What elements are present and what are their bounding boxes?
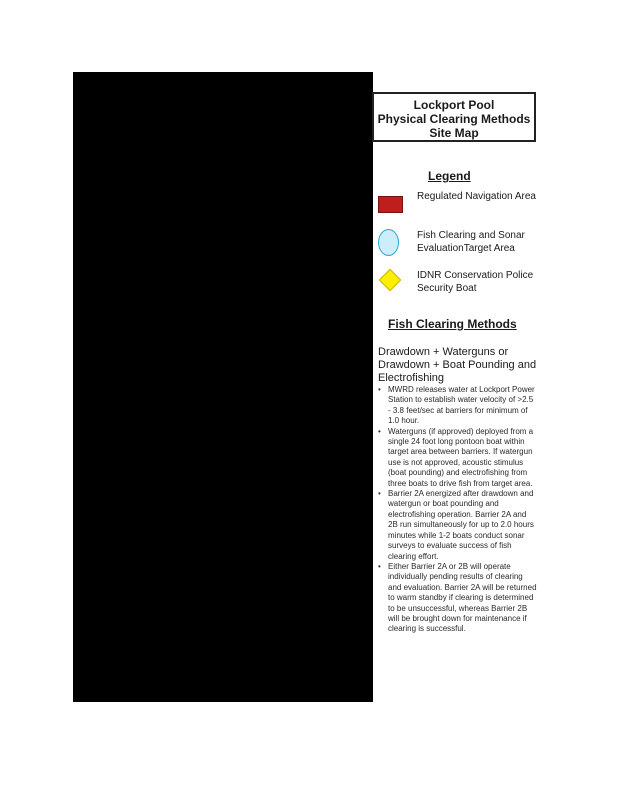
red-rectangle-icon: [378, 196, 403, 213]
legend-heading: Legend: [428, 169, 471, 183]
methods-bullet: • Waterguns (if approved) deployed from a single 24 foot long pontoon boat within target area between barriers. If watergun use is not approved, acoustic stimulus (boat pounding) and electrofishing from three boats to drive fish from target area.: [378, 427, 538, 489]
methods-bullet: • Either Barrier 2A or 2B will operate individually pending results of clearing and evaluation. Barrier 2A will be returned to warm standby if clearing is determined to be unsuccessful, whereas Barrier 2B will be brought down for maintenance if clearing is successful.: [378, 562, 538, 635]
methods-subheading: Drawdown + Waterguns or Drawdown + Boat Pounding and Electrofishing: [378, 346, 537, 384]
light-blue-ellipse-icon: [378, 229, 399, 256]
legend-item-label: Fish Clearing and Sonar EvaluationTarget Area: [417, 230, 525, 254]
methods-bullet: • Barrier 2A energized after drawdown and watergun or boat pounding and electrofishing operation. Barrier 2A and 2B run simultaneously for up to 2.0 hours minutes while 1-2 boats conduct sonar surveys to evaluate success of fish clearing effort.: [378, 489, 538, 562]
methods-heading: Fish Clearing Methods: [388, 317, 517, 331]
legend-item-security-boat: [378, 269, 538, 305]
title-line-3: Site Map: [429, 126, 479, 140]
title-line-2: Physical Clearing Methods: [377, 112, 531, 126]
legend-item-label: Regulated Navigation Area: [417, 191, 536, 202]
legend-item-label: IDNR Conservation Police Security Boat: [417, 270, 534, 294]
site-map-image: [73, 72, 373, 702]
title-line-1: Lockport Pool: [413, 98, 495, 112]
map-title-box: [372, 92, 536, 142]
legend-item-navigation-area: [378, 190, 538, 226]
legend-item-target-area: [378, 229, 538, 265]
methods-bullet: • MWRD releases water at Lockport Power Station to establish water velocity of >2.5 - 3.8 feet/sec at barriers for minimum of 1.0 hour.: [378, 385, 538, 427]
yellow-diamond-icon: [379, 269, 402, 292]
methods-bullet-list: [378, 385, 538, 635]
